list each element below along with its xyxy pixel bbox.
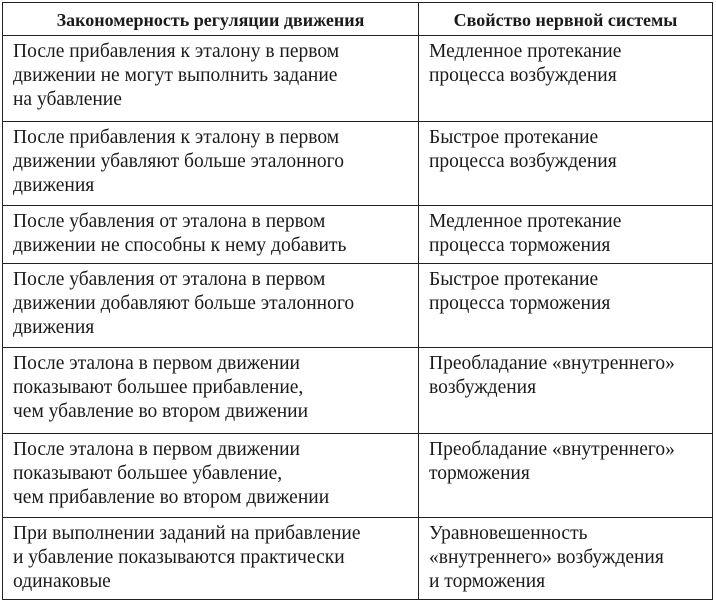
cell-line: После прибавления к эталону в первом <box>13 127 340 148</box>
header-regularity: Закономерность регуляции движения <box>3 3 419 36</box>
property-cell <box>419 264 713 348</box>
property-cell <box>419 434 713 518</box>
cell-line: Быстрое протекание <box>429 269 599 290</box>
cell-line: показывают большее прибавление, <box>13 377 304 398</box>
cell-line: процесса торможения <box>429 235 611 256</box>
cell-line: движении не способны к нему добавить <box>13 235 347 256</box>
cell-line: чем убавление во втором движении <box>13 401 309 422</box>
table-row <box>3 36 713 122</box>
property-cell <box>419 122 713 206</box>
cell-line: После эталона в первом движении <box>13 353 300 374</box>
cell-line: процесса возбуждения <box>429 151 617 172</box>
regularity-cell <box>3 36 419 122</box>
cell-line: процесса возбуждения <box>429 65 617 86</box>
regularity-cell <box>3 434 419 518</box>
regularity-cell <box>3 264 419 348</box>
table-row <box>3 206 713 264</box>
regularity-cell <box>3 122 419 206</box>
cell-line: и торможения <box>429 571 546 592</box>
cell-line: показывают большее убавление, <box>13 463 283 484</box>
property-cell <box>419 36 713 122</box>
cell-line: движении не могут выполнить задание <box>13 65 338 86</box>
cell-line: Быстрое протекание <box>429 127 599 148</box>
cell-line: и убавление показываются практически <box>13 547 345 568</box>
cell-line: торможения <box>429 463 530 484</box>
regulation-table <box>2 2 713 600</box>
cell-line: чем прибавление во втором движении <box>13 487 330 508</box>
cell-line: «внутреннего» возбуждения <box>429 547 664 568</box>
cell-line: При выполнении заданий на прибавление <box>13 523 361 544</box>
cell-line: Медленное протекание <box>429 211 622 232</box>
cell-line: После эталона в первом движении <box>13 439 300 460</box>
cell-line: движения <box>13 175 95 196</box>
property-cell <box>419 206 713 264</box>
table-row <box>3 348 713 434</box>
table-row <box>3 434 713 518</box>
table-row <box>3 264 713 348</box>
cell-line: одинаковые <box>13 571 111 592</box>
cell-line: После прибавления к эталону в первом <box>13 41 340 62</box>
regularity-cell <box>3 348 419 434</box>
property-cell <box>419 518 713 600</box>
property-cell <box>419 348 713 434</box>
cell-line: движении добавляют больше эталонного <box>13 293 355 314</box>
cell-line: Преобладание «внутреннего» <box>429 353 675 374</box>
table-row <box>3 518 713 600</box>
cell-line: Медленное протекание <box>429 41 622 62</box>
cell-line: движения <box>13 317 95 338</box>
cell-line: движении убавляют больше эталонного <box>13 151 344 172</box>
header-row <box>3 3 713 36</box>
cell-line: Уравновешенность <box>429 523 588 544</box>
cell-line: процесса торможения <box>429 293 611 314</box>
cell-line: Преобладание «внутреннего» <box>429 439 675 460</box>
regularity-cell <box>3 518 419 600</box>
regularity-cell <box>3 206 419 264</box>
cell-line: После убавления от эталона в первом <box>13 269 326 290</box>
table-row <box>3 122 713 206</box>
cell-line: на убавление <box>13 89 122 110</box>
cell-line: После убавления от эталона в первом <box>13 211 326 232</box>
cell-line: возбуждения <box>429 377 537 398</box>
header-property: Свойство нервной системы <box>419 3 713 36</box>
